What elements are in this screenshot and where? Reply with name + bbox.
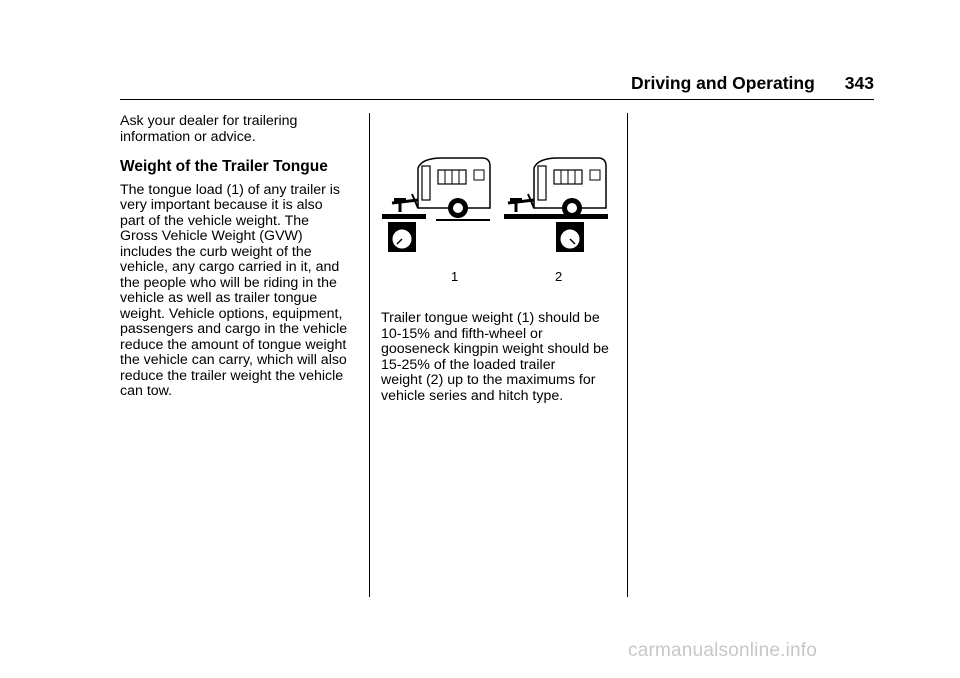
right-column [381,311,626,404]
page-number: 343 [844,73,874,93]
intro-paragraph: Ask your dealer for trailering information or advice. [120,113,298,145]
figure-label-2: 2 [555,269,563,284]
header-title: Driving and Operating [631,73,815,93]
column-divider-left [369,113,370,597]
column-divider-right [627,113,628,597]
trailer-2-illustration [504,158,608,252]
body-paragraph: The tongue load (1) of any trailer is very important because it is also part of the vehicle weight. The Gross Vehicle Weight (GVW) includes the curb weight of the vehicle, any cargo carried in it, and the people who will be riding in the vehicle as well as trailer tongue weight. Vehicle options, equipment, passengers and cargo in the vehicle reduce the amount of tongue weight the vehicle can carry, which will also reduce the trailer weight the vehicle can tow. [120,181,348,399]
page-header [631,73,874,94]
header-rule [120,99,874,100]
figure-label-1: 1 [451,269,459,284]
trailer-weight-figure [382,148,622,288]
trailer-1-illustration [382,158,490,252]
left-column [120,114,365,400]
footer-watermark: carmanualsonline.info [628,640,818,661]
tongue-weight-paragraph: Trailer tongue weight (1) should be 10-15% and fifth-wheel or gooseneck kingpin weight should be 15-25% of the loaded trailer weight (2) up to the maximums for vehicle series and hitch type. [381,310,609,404]
section-title: Weight of the Trailer Tongue [120,158,328,175]
